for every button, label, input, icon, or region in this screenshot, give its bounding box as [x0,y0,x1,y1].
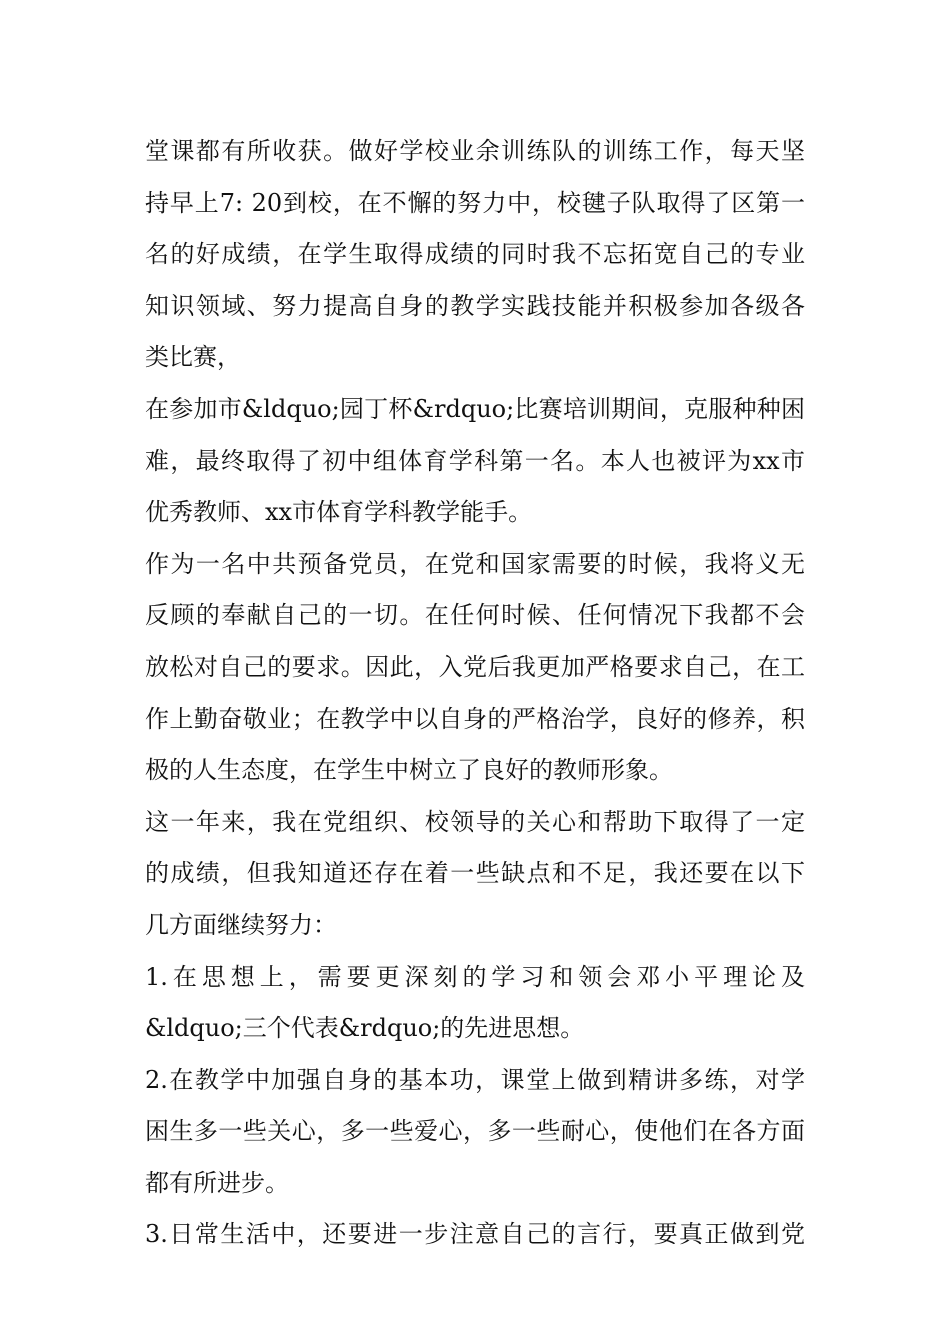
text-line: 这一年来，我在党组织、校领导的关心和帮助下取得了一定 [145,807,805,836]
text-line: 名的好成绩，在学生取得成绩的同时我不忘拓宽自己的专业 [145,240,805,269]
text-line: 都有所进步。 [145,1168,289,1197]
text-line: 反顾的奉献自己的一切。在任何时候、任何情况下我都不会 [145,601,805,630]
text-line: 持早上7: 20到校，在不懈的努力中，校毽子队取得了区第一 [145,188,805,217]
paragraph-competition [145,384,805,539]
text-line: &ldquo;三个代表&rdquo;的先进思想。 [145,1014,585,1043]
paragraph-year-summary [145,797,805,952]
text-line: 几方面继续努力： [145,910,337,939]
text-line: 作上勤奋敬业；在教学中以自身的严格治学，良好的修养，积 [145,704,805,733]
text-line: 在参加市&ldquo;园丁杯&rdquo;比赛培训期间，克服种种困 [145,394,805,423]
list-item-3 [145,1209,805,1261]
text-line: 困生多一些关心，多一些爱心，多一些耐心，使他们在各方面 [145,1117,805,1146]
text-line: 1.在思想上，需要更深刻的学习和领会邓小平理论及 [145,962,805,991]
text-line: 优秀教师、xx市体育学科教学能手。 [145,498,533,527]
text-line: 3.日常生活中，还要进一步注意自己的言行，要真正做到党 [145,1220,805,1249]
list-item-1 [145,952,805,1055]
paragraph-party-member [145,539,805,797]
document-body [145,126,805,1261]
paragraph-training-results [145,126,805,384]
text-line: 的成绩，但我知道还存在着一些缺点和不足，我还要在以下 [145,859,805,888]
list-item-2 [145,1055,805,1210]
text-line: 放松对自己的要求。因此，入党后我更加严格要求自己，在工 [145,652,805,681]
text-line: 堂课都有所收获。做好学校业余训练队的训练工作，每天坚 [145,137,805,165]
text-line: 作为一名中共预备党员，在党和国家需要的时候，我将义无 [145,549,805,578]
text-line: 类比赛， [145,343,241,372]
text-line: 难，最终取得了初中组体育学科第一名。本人也被评为xx市 [145,446,805,475]
text-line: 2.在教学中加强自身的基本功，课堂上做到精讲多练，对学 [145,1065,805,1094]
text-line: 极的人生态度，在学生中树立了良好的教师形象。 [145,756,673,785]
text-line: 知识领域、努力提高自身的教学实践技能并积极参加各级各 [145,291,805,320]
